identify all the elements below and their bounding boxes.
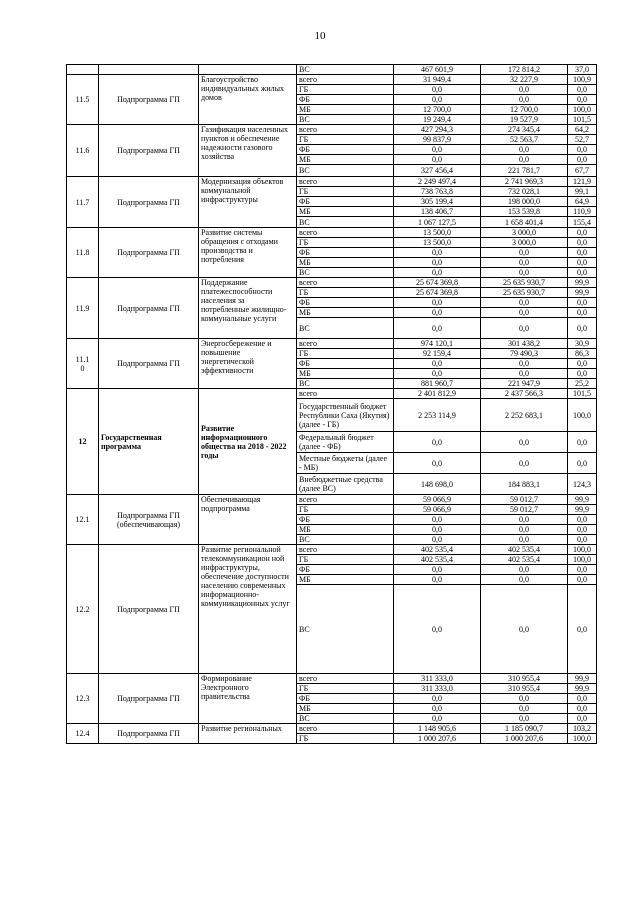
actual-value: 0,0 xyxy=(481,258,568,268)
row-number xyxy=(67,65,99,75)
percent-value: 99,9 xyxy=(568,495,597,505)
actual-value: 184 883,1 xyxy=(481,474,568,495)
actual-value: 0,0 xyxy=(481,535,568,545)
plan-value: 0,0 xyxy=(394,258,481,268)
program-type: Подпрограмма ГП xyxy=(99,75,199,125)
funding-source: ГБ xyxy=(297,734,394,744)
plan-value: 2 253 114,9 xyxy=(394,399,481,432)
funding-source: ГБ xyxy=(297,349,394,359)
program-name: Формирование Электронного правительства xyxy=(199,674,297,724)
row-number: 11.1 0 xyxy=(67,339,99,389)
funding-source: Государственный бюджет Республики Саха (Якутия) (далее - ГБ) xyxy=(297,399,394,432)
funding-source: всего xyxy=(297,495,394,505)
actual-value: 0,0 xyxy=(481,565,568,575)
percent-value: 0,0 xyxy=(568,238,597,248)
percent-value: 0,0 xyxy=(568,298,597,308)
plan-value: 311 333,0 xyxy=(394,674,481,684)
actual-value: 402 535,4 xyxy=(481,555,568,565)
percent-value: 25,2 xyxy=(568,379,597,389)
percent-value: 0,0 xyxy=(568,359,597,369)
percent-value: 99,9 xyxy=(568,684,597,694)
percent-value: 99,9 xyxy=(568,288,597,298)
plan-value: 0,0 xyxy=(394,515,481,525)
funding-source: ВС xyxy=(297,268,394,278)
funding-source: ФБ xyxy=(297,694,394,704)
row-number: 11.5 xyxy=(67,75,99,125)
program-type: Государственная программа xyxy=(99,389,199,495)
actual-value: 0,0 xyxy=(481,704,568,714)
plan-value: 2 401 812,9 xyxy=(394,389,481,399)
percent-value: 0,0 xyxy=(568,515,597,525)
percent-value: 0,0 xyxy=(568,155,597,165)
funding-source: ГБ xyxy=(297,238,394,248)
program-type: Подпрограмма ГП xyxy=(99,228,199,278)
percent-value: 100,0 xyxy=(568,555,597,565)
actual-value: 1 185 090,7 xyxy=(481,724,568,734)
percent-value: 0,0 xyxy=(568,95,597,105)
actual-value: 1 000 207,6 xyxy=(481,734,568,744)
plan-value: 25 674 369,8 xyxy=(394,288,481,298)
percent-value: 101,5 xyxy=(568,115,597,125)
actual-value: 153 539,8 xyxy=(481,207,568,217)
actual-value: 310 955,4 xyxy=(481,684,568,694)
actual-value: 0,0 xyxy=(481,453,568,474)
program-type: Подпрограмма ГП xyxy=(99,674,199,724)
percent-value: 0,0 xyxy=(568,714,597,724)
plan-value: 59 066,9 xyxy=(394,495,481,505)
plan-value: 402 535,4 xyxy=(394,555,481,565)
percent-value: 99,1 xyxy=(568,187,597,197)
program-type xyxy=(99,65,199,75)
actual-value: 172 814,2 xyxy=(481,65,568,75)
plan-value: 327 456,4 xyxy=(394,165,481,177)
funding-source: МБ xyxy=(297,105,394,115)
funding-source: ФБ xyxy=(297,145,394,155)
plan-value: 0,0 xyxy=(394,268,481,278)
percent-value: 100,0 xyxy=(568,399,597,432)
funding-source: ФБ xyxy=(297,298,394,308)
table-row xyxy=(67,389,597,399)
plan-value: 0,0 xyxy=(394,565,481,575)
funding-source: ВС xyxy=(297,379,394,389)
plan-value: 138 406,7 xyxy=(394,207,481,217)
percent-value: 99,9 xyxy=(568,674,597,684)
funding-source: Местные бюджеты (далее - МБ) xyxy=(297,453,394,474)
program-type: Подпрограмма ГП xyxy=(99,177,199,228)
plan-value: 0,0 xyxy=(394,432,481,453)
program-type: Подпрограмма ГП xyxy=(99,724,199,744)
percent-value: 100,9 xyxy=(568,75,597,85)
plan-value: 0,0 xyxy=(394,369,481,379)
row-number: 12.2 xyxy=(67,545,99,674)
funding-source: всего xyxy=(297,724,394,734)
plan-value: 881 960,7 xyxy=(394,379,481,389)
plan-value: 148 698,0 xyxy=(394,474,481,495)
row-number: 11.7 xyxy=(67,177,99,228)
page-number: 10 xyxy=(314,30,326,42)
table-row xyxy=(67,125,597,135)
row-number: 12.3 xyxy=(67,674,99,724)
percent-value: 100,0 xyxy=(568,545,597,555)
actual-value: 0,0 xyxy=(481,575,568,585)
percent-value: 121,9 xyxy=(568,177,597,187)
actual-value: 0,0 xyxy=(481,359,568,369)
funding-source: ФБ xyxy=(297,197,394,207)
funding-source: МБ xyxy=(297,704,394,714)
percent-value: 0,0 xyxy=(568,258,597,268)
actual-value: 0,0 xyxy=(481,432,568,453)
actual-value: 0,0 xyxy=(481,155,568,165)
plan-value: 0,0 xyxy=(394,248,481,258)
funding-source: ФБ xyxy=(297,515,394,525)
actual-value: 2 437 566,3 xyxy=(481,389,568,399)
row-number: 12.4 xyxy=(67,724,99,744)
percent-value: 64,2 xyxy=(568,125,597,135)
actual-value: 0,0 xyxy=(481,515,568,525)
actual-value: 198 000,0 xyxy=(481,197,568,207)
funding-source: всего xyxy=(297,674,394,684)
percent-value: 100,0 xyxy=(568,734,597,744)
plan-value: 0,0 xyxy=(394,95,481,105)
table-row xyxy=(67,65,597,75)
actual-value: 52 563,7 xyxy=(481,135,568,145)
percent-value: 30,9 xyxy=(568,339,597,349)
percent-value: 52,7 xyxy=(568,135,597,145)
actual-value: 0,0 xyxy=(481,525,568,535)
actual-value: 0,0 xyxy=(481,694,568,704)
percent-value: 124,3 xyxy=(568,474,597,495)
percent-value: 99,9 xyxy=(568,278,597,288)
plan-value: 31 949,4 xyxy=(394,75,481,85)
funding-source: всего xyxy=(297,278,394,288)
percent-value: 86,3 xyxy=(568,349,597,359)
actual-value: 25 635 930,7 xyxy=(481,278,568,288)
funding-source: ФБ xyxy=(297,359,394,369)
funding-source: ГБ xyxy=(297,187,394,197)
actual-value: 59 012,7 xyxy=(481,495,568,505)
plan-value: 0,0 xyxy=(394,575,481,585)
actual-value: 25 635 930,7 xyxy=(481,288,568,298)
percent-value: 64,9 xyxy=(568,197,597,207)
actual-value: 310 955,4 xyxy=(481,674,568,684)
funding-source: ГБ xyxy=(297,505,394,515)
actual-value: 0,0 xyxy=(481,585,568,674)
plan-value: 0,0 xyxy=(394,525,481,535)
plan-value: 0,0 xyxy=(394,535,481,545)
percent-value: 0,0 xyxy=(568,585,597,674)
table-row xyxy=(67,177,597,187)
actual-value: 221 781,7 xyxy=(481,165,568,177)
actual-value: 2 252 683,1 xyxy=(481,399,568,432)
percent-value: 99,9 xyxy=(568,505,597,515)
actual-value: 0,0 xyxy=(481,298,568,308)
funding-source: всего xyxy=(297,545,394,555)
actual-value: 274 345,4 xyxy=(481,125,568,135)
plan-value: 0,0 xyxy=(394,85,481,95)
row-number: 11.6 xyxy=(67,125,99,177)
actual-value: 32 227,9 xyxy=(481,75,568,85)
funding-source: ФБ xyxy=(297,248,394,258)
plan-value: 13 500,0 xyxy=(394,238,481,248)
percent-value: 37,0 xyxy=(568,65,597,75)
funding-source: всего xyxy=(297,75,394,85)
actual-value: 3 000,0 xyxy=(481,228,568,238)
table-row xyxy=(67,228,597,238)
program-name: Обеспечивающая подпрограмма xyxy=(199,495,297,545)
funding-source: ГБ xyxy=(297,555,394,565)
plan-value: 305 199,4 xyxy=(394,197,481,207)
plan-value: 0,0 xyxy=(394,714,481,724)
actual-value: 0,0 xyxy=(481,369,568,379)
funding-source: ВС xyxy=(297,115,394,125)
program-name: Развитие системы обращения с отходами производства и потребления xyxy=(199,228,297,278)
plan-value: 0,0 xyxy=(394,704,481,714)
actual-value: 0,0 xyxy=(481,85,568,95)
funding-source: ВС xyxy=(297,585,394,674)
funding-source: ВС xyxy=(297,217,394,228)
program-name: Развитие региональных xyxy=(199,724,297,744)
percent-value: 0,0 xyxy=(568,453,597,474)
plan-value: 25 674 369,8 xyxy=(394,278,481,288)
funding-source: МБ xyxy=(297,258,394,268)
funding-source: МБ xyxy=(297,155,394,165)
funding-source: ФБ xyxy=(297,95,394,105)
plan-value: 738 763,8 xyxy=(394,187,481,197)
actual-value: 0,0 xyxy=(481,145,568,155)
funding-source: ГБ xyxy=(297,85,394,95)
plan-value: 0,0 xyxy=(394,585,481,674)
row-number: 12 xyxy=(67,389,99,495)
percent-value: 0,0 xyxy=(568,575,597,585)
program-type: Подпрограмма ГП (обеспечивающая) xyxy=(99,495,199,545)
program-type: Подпрограмма ГП xyxy=(99,278,199,339)
actual-value: 221 947,9 xyxy=(481,379,568,389)
percent-value: 0,0 xyxy=(568,694,597,704)
funding-source: ВС xyxy=(297,65,394,75)
funding-source: МБ xyxy=(297,575,394,585)
funding-source: ВС xyxy=(297,535,394,545)
percent-value: 0,0 xyxy=(568,432,597,453)
actual-value: 0,0 xyxy=(481,268,568,278)
plan-value: 92 159,4 xyxy=(394,349,481,359)
plan-value: 1 000 207,6 xyxy=(394,734,481,744)
program-name: Развитие региональной телекоммуникацион ной инфраструктуры, обеспечение доступности населению современных информационно-коммуникационных услуг xyxy=(199,545,297,674)
plan-value: 0,0 xyxy=(394,453,481,474)
plan-value: 0,0 xyxy=(394,694,481,704)
plan-value: 0,0 xyxy=(394,318,481,339)
funding-source: МБ xyxy=(297,207,394,217)
percent-value: 0,0 xyxy=(568,228,597,238)
plan-value: 0,0 xyxy=(394,155,481,165)
funding-source: ГБ xyxy=(297,288,394,298)
percent-value: 0,0 xyxy=(568,85,597,95)
plan-value: 311 333,0 xyxy=(394,684,481,694)
funding-source: ВС xyxy=(297,714,394,724)
funding-source: МБ xyxy=(297,369,394,379)
actual-value: 402 535,4 xyxy=(481,545,568,555)
funding-source: всего xyxy=(297,339,394,349)
funding-source: ГБ xyxy=(297,684,394,694)
program-type: Подпрограмма ГП xyxy=(99,339,199,389)
table-row xyxy=(67,495,597,505)
row-number: 12.1 xyxy=(67,495,99,545)
budget-table xyxy=(66,64,597,744)
program-name: Поддержание платежеспособности населения за потребленные жилищно-коммунальные услуги xyxy=(199,278,297,339)
actual-value: 12 700,0 xyxy=(481,105,568,115)
percent-value: 103,2 xyxy=(568,724,597,734)
plan-value: 99 837,9 xyxy=(394,135,481,145)
program-name: Энергосбережение и повышение энергетической эффективности xyxy=(199,339,297,389)
funding-source: всего xyxy=(297,125,394,135)
actual-value: 2 741 969,3 xyxy=(481,177,568,187)
plan-value: 19 249,4 xyxy=(394,115,481,125)
percent-value: 155,4 xyxy=(568,217,597,228)
program-type: Подпрограмма ГП xyxy=(99,545,199,674)
percent-value: 67,7 xyxy=(568,165,597,177)
funding-source: Федеральный бюджет (далее - ФБ) xyxy=(297,432,394,453)
actual-value: 19 527,9 xyxy=(481,115,568,125)
program-name xyxy=(199,65,297,75)
plan-value: 974 120,1 xyxy=(394,339,481,349)
funding-source: ГБ xyxy=(297,135,394,145)
program-name: Модернизация объектов коммунальной инфраструктуры xyxy=(199,177,297,228)
actual-value: 79 490,3 xyxy=(481,349,568,359)
plan-value: 12 700,0 xyxy=(394,105,481,115)
plan-value: 467 601,9 xyxy=(394,65,481,75)
percent-value: 0,0 xyxy=(568,369,597,379)
funding-source: МБ xyxy=(297,308,394,318)
table-row xyxy=(67,545,597,555)
actual-value: 732 028,1 xyxy=(481,187,568,197)
plan-value: 13 500,0 xyxy=(394,228,481,238)
table-row xyxy=(67,674,597,684)
row-number: 11.8 xyxy=(67,228,99,278)
plan-value: 1 067 127,5 xyxy=(394,217,481,228)
row-number: 11.9 xyxy=(67,278,99,339)
plan-value: 2 249 497,4 xyxy=(394,177,481,187)
actual-value: 301 438,2 xyxy=(481,339,568,349)
plan-value: 0,0 xyxy=(394,359,481,369)
funding-source: МБ xyxy=(297,525,394,535)
table-body xyxy=(67,65,597,744)
table-row xyxy=(67,724,597,734)
percent-value: 0,0 xyxy=(568,525,597,535)
actual-value: 0,0 xyxy=(481,248,568,258)
percent-value: 0,0 xyxy=(568,308,597,318)
percent-value: 101,5 xyxy=(568,389,597,399)
actual-value: 0,0 xyxy=(481,318,568,339)
percent-value: 100,0 xyxy=(568,105,597,115)
percent-value: 0,0 xyxy=(568,565,597,575)
table-row xyxy=(67,339,597,349)
actual-value: 0,0 xyxy=(481,714,568,724)
actual-value: 3 000,0 xyxy=(481,238,568,248)
actual-value: 0,0 xyxy=(481,308,568,318)
program-name: Развитие информационного общества на 2018 - 2022 годы xyxy=(199,389,297,495)
plan-value: 427 294,3 xyxy=(394,125,481,135)
percent-value: 0,0 xyxy=(568,145,597,155)
percent-value: 0,0 xyxy=(568,318,597,339)
funding-source: ВС xyxy=(297,165,394,177)
funding-source: ФБ xyxy=(297,565,394,575)
plan-value: 0,0 xyxy=(394,308,481,318)
plan-value: 59 066,9 xyxy=(394,505,481,515)
funding-source: Внебюджетные средства (далее ВС) xyxy=(297,474,394,495)
actual-value: 59 012,7 xyxy=(481,505,568,515)
percent-value: 0,0 xyxy=(568,248,597,258)
actual-value: 0,0 xyxy=(481,95,568,105)
program-name: Газификация населенных пунктов и обеспечение надежности газового хозяйства xyxy=(199,125,297,177)
table-row xyxy=(67,278,597,288)
actual-value: 1 658 401,4 xyxy=(481,217,568,228)
plan-value: 0,0 xyxy=(394,145,481,155)
table-row xyxy=(67,75,597,85)
program-name: Благоустройство индивидуальных жилых домов xyxy=(199,75,297,125)
percent-value: 0,0 xyxy=(568,535,597,545)
percent-value: 0,0 xyxy=(568,704,597,714)
plan-value: 402 535,4 xyxy=(394,545,481,555)
funding-source: ВС xyxy=(297,318,394,339)
plan-value: 1 148 905,6 xyxy=(394,724,481,734)
funding-source: всего xyxy=(297,228,394,238)
funding-source: всего xyxy=(297,389,394,399)
percent-value: 0,0 xyxy=(568,268,597,278)
percent-value: 110,9 xyxy=(568,207,597,217)
program-type: Подпрограмма ГП xyxy=(99,125,199,177)
funding-source: всего xyxy=(297,177,394,187)
plan-value: 0,0 xyxy=(394,298,481,308)
